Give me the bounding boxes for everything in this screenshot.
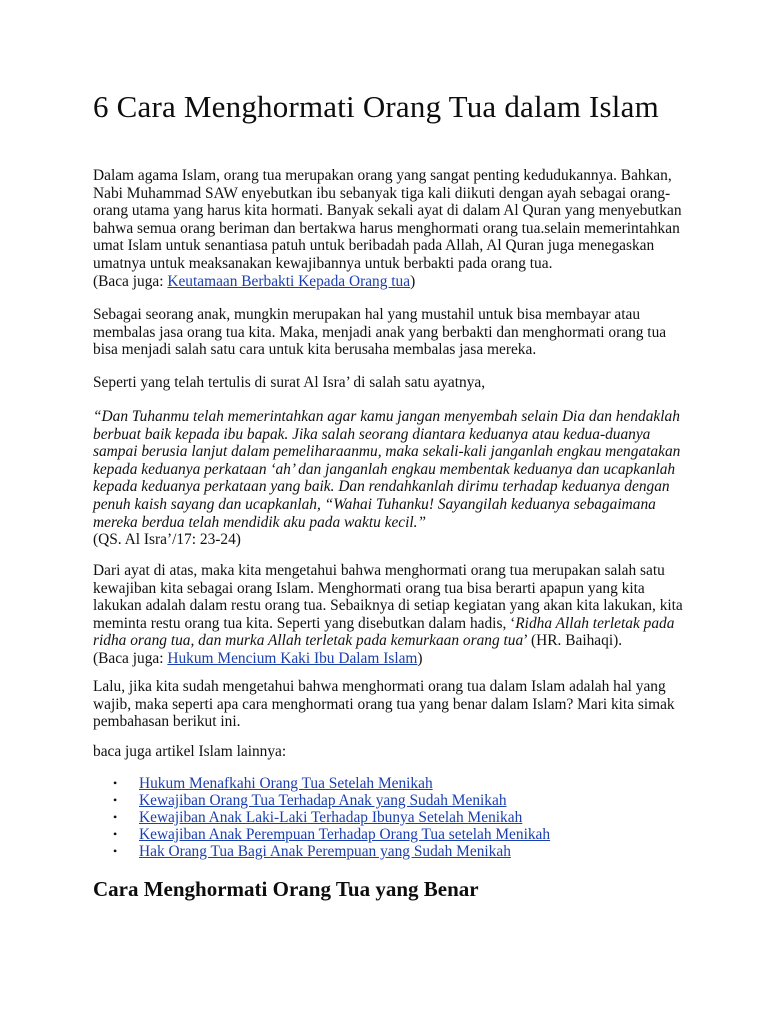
paragraph-3: Seperti yang telah tertulis di surat Al Isra’ di salah satu ayatnya,: [93, 374, 486, 391]
quote-text: “Dan Tuhanmu telah memerintahkan agar kamu jangan menyembah selain Dia dan hendaklah berbuat baik kepada ibu bapak. Jika salah seorang diantara keduanya atau kedua-duanya sampai berusia lanjut dalam pemeliharaanmu, maka sekali-kali janganlah engkau mengatakan kepada keduanya perkataan ‘ah’ dan janganlah engkau membentak keduanya dan ucapkanlah kepada keduanya perkataan yang baik. Dan rendahkanlah dirimu terhadap keduanya dengan penuh kaish sayang dan ucapkanlah, “Wahai Tuhanku! Sayangilah keduanya sebagaimana mereka berdua telah mendidik aku pada waktu kecil.”: [93, 408, 681, 531]
quote-citation: (QS. Al Isra’/17: 23-24): [93, 531, 241, 549]
bullet-icon: •: [113, 776, 118, 790]
related-link[interactable]: Hukum Menafkahi Orang Tua Setelah Menikah: [139, 775, 433, 792]
hadith-end: ’ (HR. Baihaqi).: [523, 632, 623, 650]
page-title: 6 Cara Menghormati Orang Tua dalam Islam: [93, 89, 659, 124]
related-articles-list: [93, 775, 688, 860]
bullet-icon: •: [113, 810, 118, 824]
paragraph-4: [93, 562, 688, 668]
intro-paragraph: [93, 167, 688, 290]
intro-text: Dalam agama Islam, orang tua merupakan orang yang sangat penting kedudukannya. Bahkan, Nabi Muhammad SAW enyebutkan ibu sebanyak tiga kali diikuti dengan ayah sebagai orang-orang utama yang harus kita hormati. Banyak sekali ayat di dalam Al Quran yang menyebutkan bahwa semua orang beriman dan bertakwa harus menghormati orang tua.selain memerintahkan umat Islam untuk senantiasa patuh untuk beribadah pada Allah, Al Quran juga menegaskan umatnya untuk meaksanakan kewajibannya untuk berbakti pada orang tua.: [93, 167, 682, 272]
bullet-icon: •: [113, 793, 118, 807]
related-link[interactable]: Kewajiban Orang Tua Terhadap Anak yang Sudah Menikah: [139, 792, 507, 809]
list-item: [93, 843, 688, 860]
intro-see-also-suffix: ): [410, 272, 416, 290]
paragraph-4-text: Dari ayat di atas, maka kita mengetahui bahwa menghormati orang tua merupakan salah satu kewajiban kita sebagai orang Islam. Menghormati orang tua bisa berarti apapun yang kita lakukan adalah dalam restu orang tua. Sebaiknya di setiap kegiatan yang akan kita lakukan, kita meminta restu orang tua kita. Seperti yang disebutkan dalam hadis, ‘: [93, 562, 683, 632]
hadith-quote: Ridha Allah terletak pada ridha orang tua, dan murka Allah terletak pada kemurkaan orang tua: [93, 614, 675, 650]
list-item: [93, 792, 688, 809]
list-item: [93, 775, 688, 792]
intro-see-also-prefix: (Baca juga:: [93, 272, 168, 290]
link-hukum-mencium-kaki[interactable]: Hukum Mencium Kaki Ibu Dalam Islam: [167, 649, 418, 667]
section-heading: Cara Menghormati Orang Tua yang Benar: [93, 877, 479, 901]
p4-see-also-prefix: (Baca juga:: [93, 649, 168, 667]
related-link[interactable]: Kewajiban Anak Perempuan Terhadap Orang Tua setelah Menikah: [139, 826, 551, 843]
p4-see-also-suffix: ): [417, 649, 423, 667]
list-item: [93, 809, 688, 826]
bullet-icon: •: [113, 827, 118, 841]
paragraph-6: baca juga artikel Islam lainnya:: [93, 743, 287, 760]
paragraph-2: Sebagai seorang anak, mungkin merupakan hal yang mustahil untuk bisa membayar atau membalas jasa orang tua kita. Maka, menjadi anak yang berbakti dan menghormati orang tua bisa menjadi salah satu cara untuk kita berusaha membalas jasa mereka.: [93, 306, 667, 359]
paragraph-5: Lalu, jika kita sudah mengetahui bahwa menghormati orang tua dalam Islam adalah hal yang wajib, maka seperti apa cara menghormati orang tua yang benar dalam Islam? Mari kita simak pembahasan berikut ini.: [93, 678, 675, 731]
list-item: [93, 826, 688, 843]
link-keutamaan-berbakti[interactable]: Keutamaan Berbakti Kepada Orang tua: [167, 272, 411, 290]
bullet-icon: •: [113, 844, 118, 858]
related-link[interactable]: Kewajiban Anak Laki-Laki Terhadap Ibunya Setelah Menikah: [139, 809, 523, 826]
related-link[interactable]: Hak Orang Tua Bagi Anak Perempuan yang Sudah Menikah: [139, 843, 511, 860]
quote-block: [93, 408, 688, 549]
